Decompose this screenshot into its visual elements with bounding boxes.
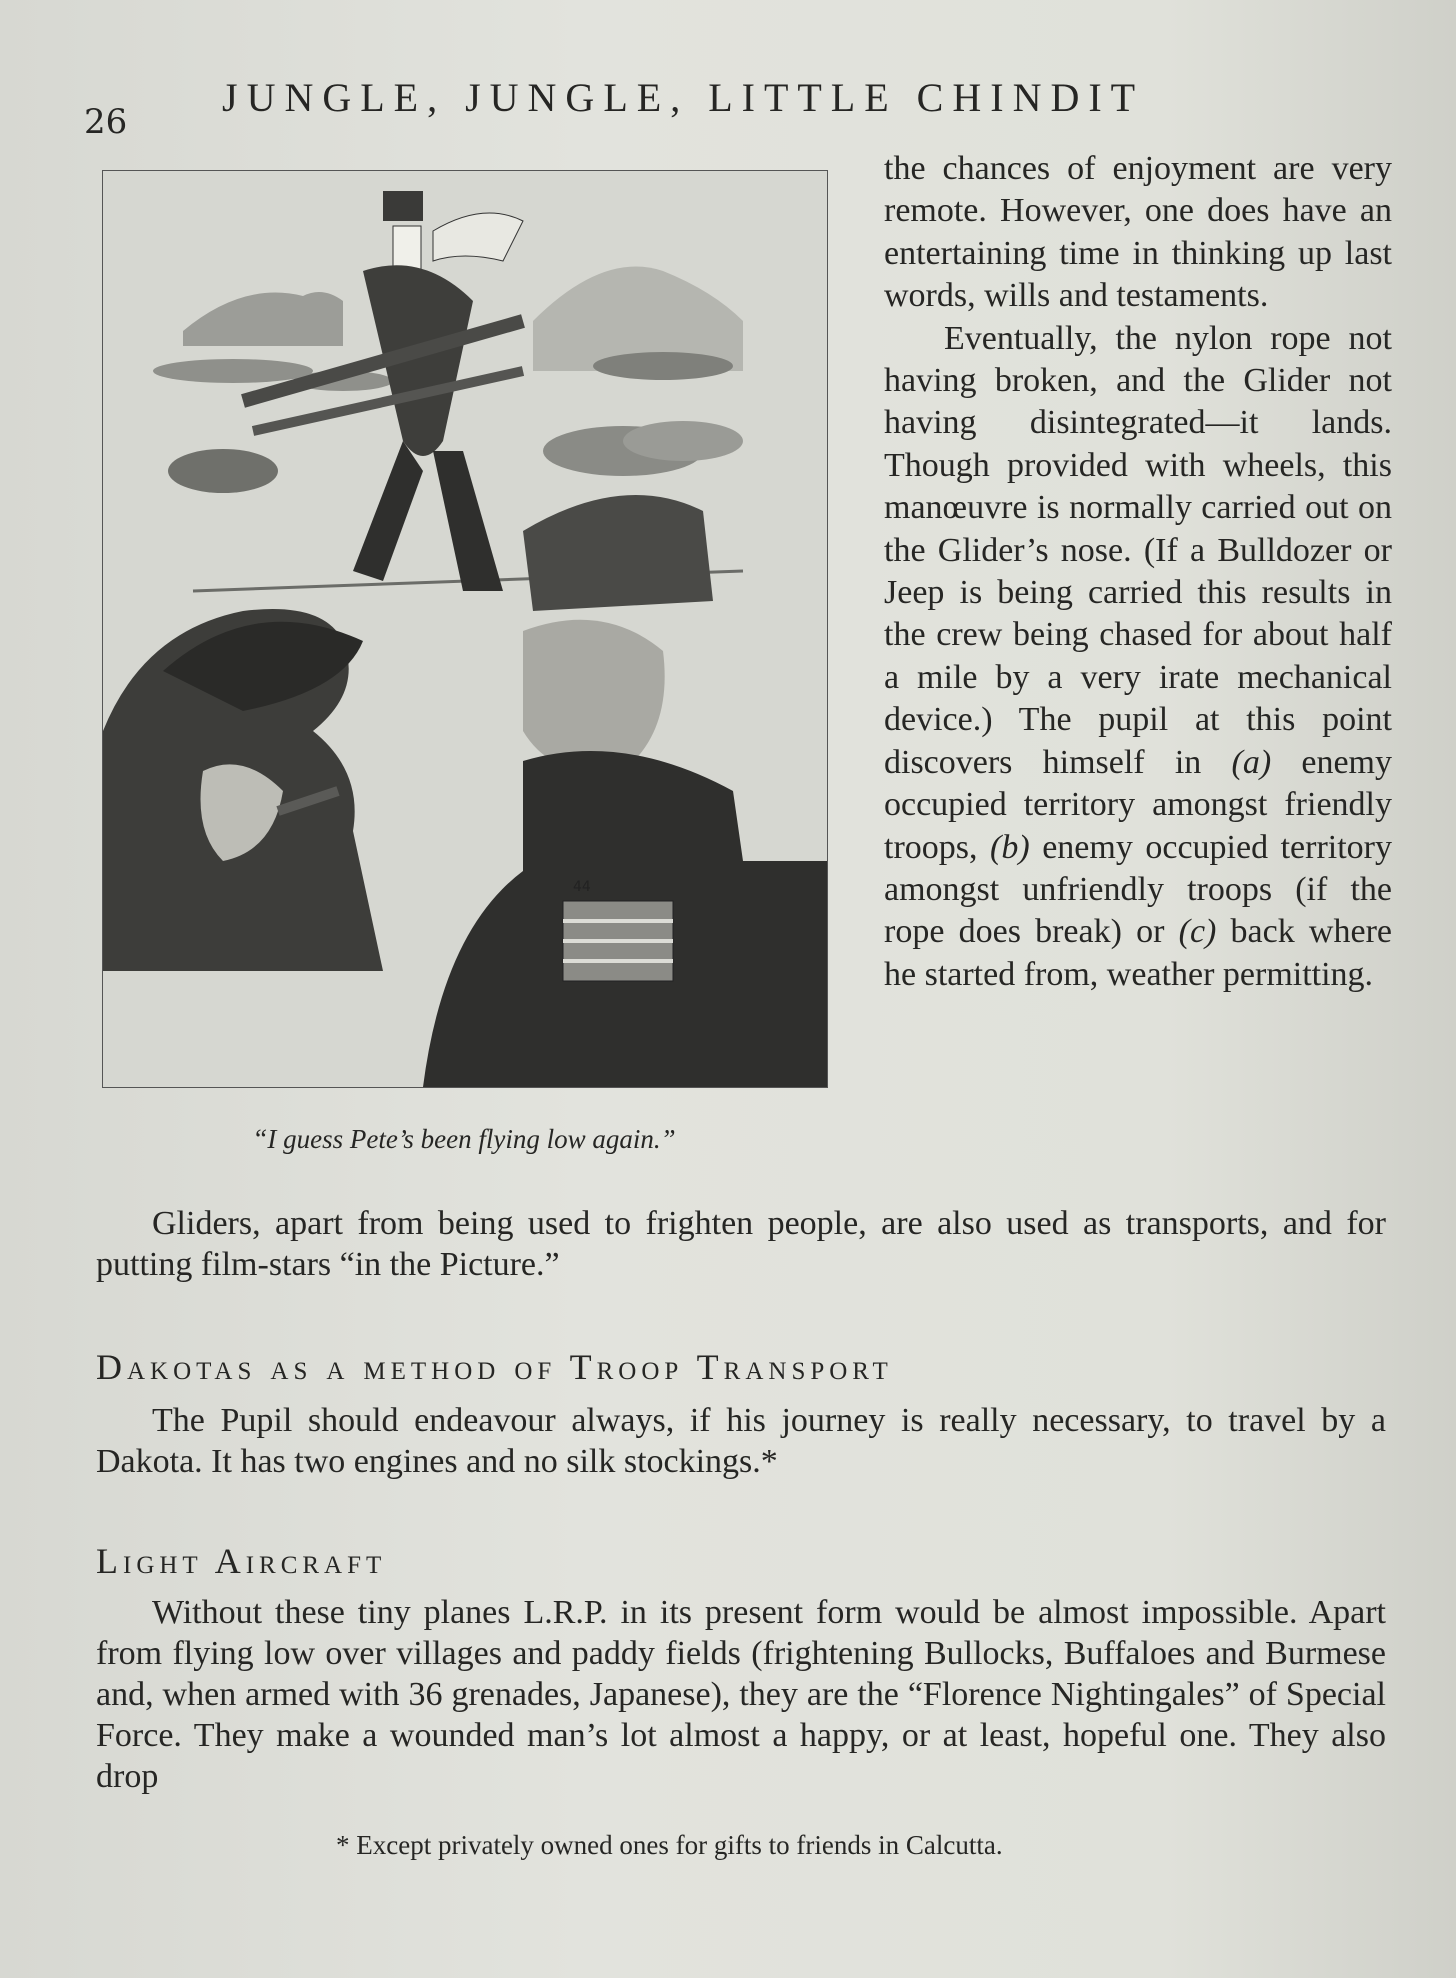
section-heading-light-aircraft: Light Aircraft	[96, 1541, 387, 1581]
gliders-paragraph-block	[96, 1203, 1386, 1285]
paragraph-eventually	[884, 318, 1392, 997]
cartoon-illustration	[102, 170, 828, 1088]
svg-text:44: 44	[573, 879, 591, 895]
footnote: * Except privately owned ones for gifts to friends in Calcutta.	[336, 1830, 1003, 1860]
section-heading-dakotas: Dakotas as a method of Troop Transport	[96, 1347, 893, 1387]
option-b: (b)	[990, 828, 1030, 866]
light-aircraft-paragraph: Without these tiny planes L.R.P. in its present form would be almost impossible. Apart from flying low over villages and paddy fields (frightening Bullocks, Buffaloes and Burmese and, when armed with 36 grenades, Japanese), they are the “Florence Nightingales” of Special Force. They make a wounded man’s lot almost a happy, or at least, hopeful one. They also drop	[96, 1594, 1386, 1795]
page-number: 26	[84, 102, 128, 142]
dakotas-paragraph: The Pupil should endeavour always, if his journey is really necessary, to travel by a Dakota. It has two engines and no silk stockings.*	[96, 1402, 1386, 1480]
gliders-paragraph: Gliders, apart from being used to frighten people, are also used as transports, and for putting film-stars “in the Picture.”	[96, 1205, 1386, 1283]
option-a: (a)	[1231, 743, 1272, 781]
light-aircraft-paragraph-block	[96, 1592, 1386, 1797]
paragraph-eventually-part4: back where he started from, weather permitting.	[884, 913, 1392, 993]
page-header	[84, 74, 1384, 144]
illustration-caption: “I guess Pete’s been flying low again.”	[252, 1124, 676, 1154]
paragraph-eventually-part2: enemy occupied territory amongst friendly troops,	[884, 743, 1392, 866]
dakotas-paragraph-block	[96, 1400, 1386, 1482]
paragraph-eventually-part1: Eventually, the nylon rope not having broken, and the Glider not having disintegrated—it lands. Though provided with wheels, this manœuvre is normally carried out on the Glider’s nose. (If a Bulldozer or Jeep is being carried this results in the crew being chased for about half a mile by a very irate mechanical device.) The pupil at this point discovers himself in	[884, 319, 1392, 781]
running-head: JUNGLE, JUNGLE, LITTLE CHINDIT	[222, 75, 1145, 120]
paragraph-chances: the chances of enjoyment are very remote. However, one does have an entertaining time in thinking up last words, wills and testaments.	[884, 150, 1392, 315]
cartoon-drawing	[103, 171, 827, 1087]
right-text-column	[884, 148, 1392, 996]
option-c: (c)	[1178, 913, 1217, 951]
paragraph-eventually-part3: enemy occupied territory amongst unfriendly troops (if the rope does break) or	[884, 828, 1393, 951]
